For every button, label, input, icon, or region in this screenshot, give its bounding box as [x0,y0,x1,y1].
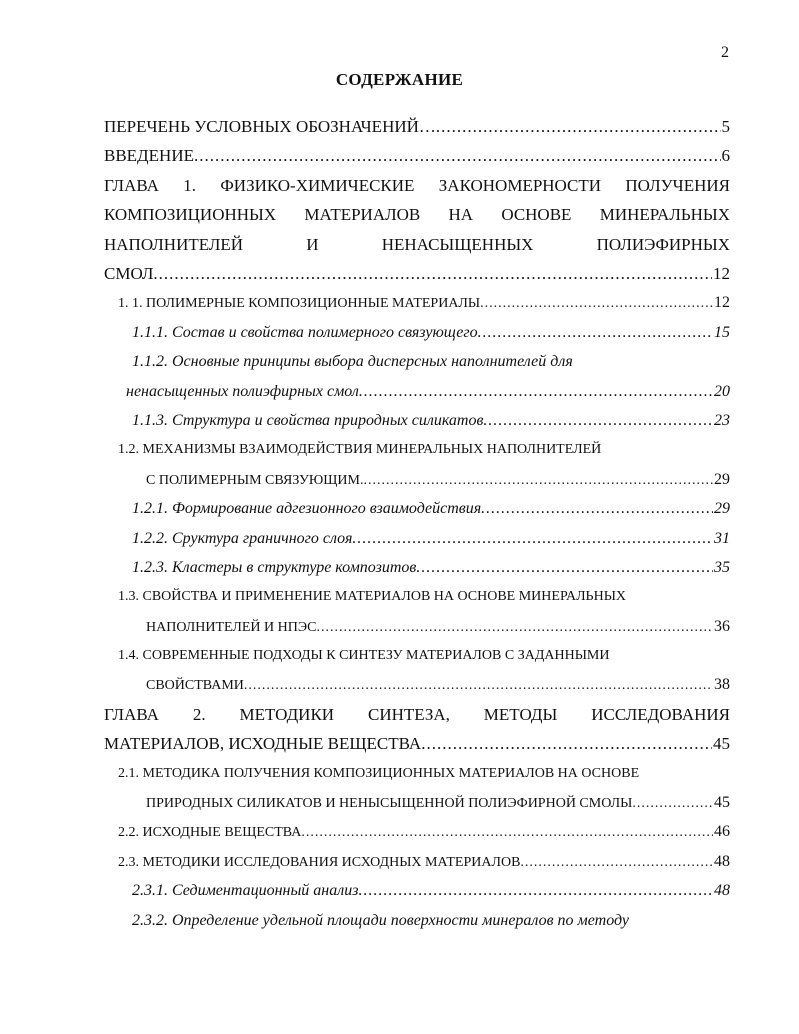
page-ref: 46 [714,823,730,841]
toc-entry-1-1-1[interactable]: 1.1.1. Состав и свойства полимерного связующего ..... 15 [104,318,730,347]
page-ref: 31 [714,529,730,547]
toc-entry-1-2[interactable]: 1.2. МЕХАНИЗМЫ ВЗАИМОДЕЙСТВИЯ МИНЕРАЛЬНЫХ НАПОЛНИТЕЛЕЙ С ПОЛИМЕРНЫМ СВЯЗУЮЩИМ. ..... 29 [104,435,730,494]
page-ref: 29 [714,500,730,518]
page-ref: 45 [714,794,730,812]
page-ref: 12 [713,264,730,283]
page-ref: 5 [721,117,730,136]
page-ref: 23 [714,411,730,429]
toc-entry-2-1[interactable]: 2.1. МЕТОДИКА ПОЛУЧЕНИЯ КОМПОЗИЦИОННЫХ МАТЕРИАЛОВ НА ОСНОВЕ ПРИРОДНЫХ СИЛИКАТОВ И НЕНЫСЫЩЕННОЙ ПОЛИЭФИРНОЙ СМОЛЫ ..... 45 [104,759,730,818]
toc-entry-1-2-3[interactable]: 1.2.3. Кластеры в структуре композитов ..... 35 [104,553,730,582]
toc-title: СОДЕРЖАНИЕ [335,70,464,89]
toc-entry-abbreviations[interactable]: ПЕРЕЧЕНЬ УСЛОВНЫХ ОБОЗНАЧЕНИЙ… ..... 5 [104,112,730,141]
page-ref: 29 [714,470,730,488]
table-of-contents [104,112,730,935]
toc-entry-1-1[interactable]: 1. 1. ПОЛИМЕРНЫЕ КОМПОЗИЦИОННЫЕ МАТЕРИАЛЫ ..... 12 [104,288,730,317]
page-ref: 15 [714,323,730,341]
page-number: 2 [721,44,729,61]
page-ref: 35 [714,558,730,576]
page-ref: 6 [721,146,730,166]
toc-entry-1-3[interactable]: 1.3. СВОЙСТВА И ПРИМЕНЕНИЕ МАТЕРИАЛОВ НА ОСНОВЕ МИНЕРАЛЬНЫХ НАПОЛНИТЕЛЕЙ И НПЭС ..... 36 [104,582,730,641]
page-ref: 36 [714,617,730,635]
toc-entry-2-3[interactable]: 2.3. МЕТОДИКИ ИССЛЕДОВАНИЯ ИСХОДНЫХ МАТЕРИАЛОВ ..... 48 [104,847,730,876]
toc-entry-1-2-2[interactable]: 1.2.2. Сруктура граничного слоя ..... 31 [104,524,730,553]
page-ref: 48 [714,882,730,900]
page-ref: 20 [714,382,730,400]
toc-entry-2-3-2[interactable]: 2.3.2. Определение удельной площади поверхности минералов по методу [132,911,629,929]
toc-entry-1-2-1[interactable]: 1.2.1. Формирование адгезионного взаимодействия ..... 29 [104,494,730,523]
page-ref: 12 [714,294,730,312]
page-ref: 45 [713,734,730,754]
toc-entry-1-4[interactable]: 1.4. СОВРЕМЕННЫЕ ПОДХОДЫ К СИНТЕЗУ МАТЕРИАЛОВ С ЗАДАННЫМИ СВОЙСТВАМИ ..... 38 [104,641,730,700]
page-ref: 48 [714,852,730,870]
toc-entry-chapter-2[interactable]: ГЛАВА 2. МЕТОДИКИ СИНТЕЗА, МЕТОДЫ ИССЛЕДОВАНИЯ МАТЕРИАЛОВ, ИСХОДНЫЕ ВЕЩЕСТВА ..... 45 [104,700,730,759]
toc-entry-1-1-2[interactable]: 1.1.2. Основные принципы выбора дисперсных наполнителей для ненасыщенных полиэфирных смол ..... 20 [104,347,730,406]
toc-entry-1-1-3[interactable]: 1.1.3. Структура и свойства природных силикатов ..... 23 [104,406,730,435]
page-ref: 38 [714,676,730,694]
toc-entry-chapter-1[interactable]: ГЛАВА 1. ФИЗИКО-ХИМИЧЕСКИЕ ЗАКОНОМЕРНОСТИ ПОЛУЧЕНИЯ КОМПОЗИЦИОННЫХ МАТЕРИАЛОВ НА ОСНОВЕ МИНЕРАЛЬНЫХ НАПОЛНИТЕЛЕЙ И НЕНАСЫЩЕННЫХ ПОЛИЭФИРНЫХ СМОЛ ..... 12 [104,171,730,289]
toc-entry-2-3-1[interactable]: 2.3.1. Седиментационный анализ ..... 48 [104,876,730,905]
toc-entry-2-2[interactable]: 2.2. ИСХОДНЫЕ ВЕЩЕСТВА ..... 46 [104,817,730,846]
toc-entry-introduction[interactable]: ВВЕДЕНИЕ ..... 6 [104,141,730,170]
